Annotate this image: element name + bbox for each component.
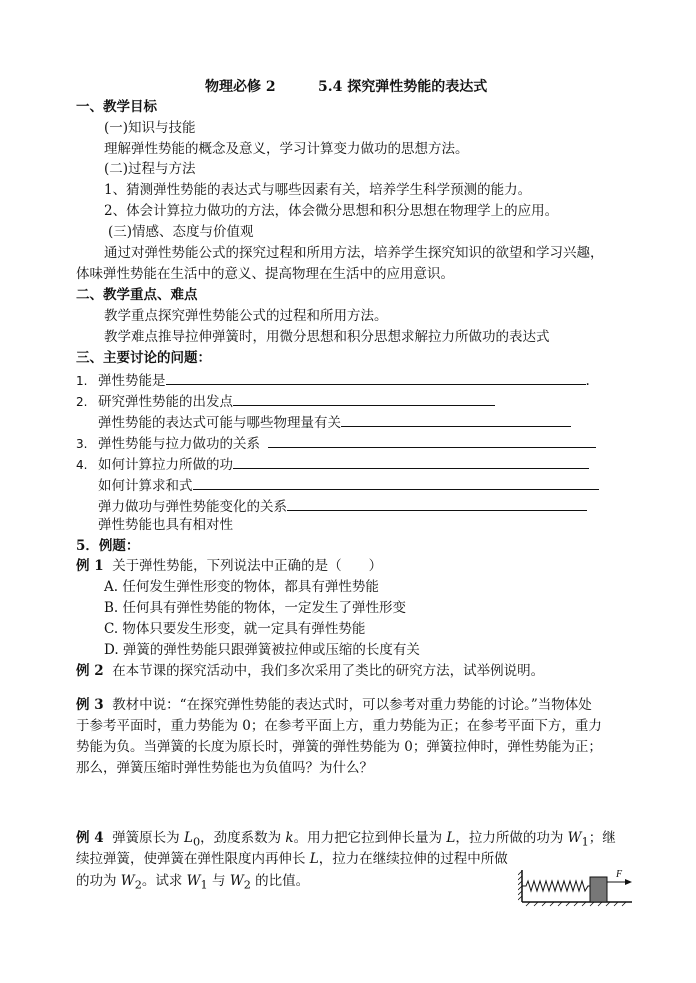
text-fragment: 。试求 bbox=[141, 873, 187, 889]
section3-heading: 三、主要讨论的问题： bbox=[76, 350, 211, 366]
block bbox=[590, 877, 607, 902]
section2-line1: 教学重点探究弹性势能公式的过程和所用方法。 bbox=[104, 308, 388, 324]
question-item-2b bbox=[98, 412, 571, 432]
text-fragment: ，拉力在继续拉伸的过程中所做 bbox=[318, 851, 508, 867]
math-sub: 2 bbox=[243, 878, 251, 892]
text-fragment: 的比值。 bbox=[250, 873, 310, 889]
question-item-4 bbox=[76, 454, 589, 474]
text-fragment: 。用力把它拉到伸长量为 bbox=[293, 830, 447, 846]
text-fragment: 与 bbox=[207, 873, 230, 889]
example-1 bbox=[76, 557, 382, 575]
example-label: 例 3 bbox=[76, 697, 104, 713]
math-var: L bbox=[446, 830, 456, 846]
page-title-right: 5.4 探究弹性势能的表达式 bbox=[318, 79, 488, 95]
math-var: W bbox=[120, 873, 135, 889]
section1-sub2-item2: 2、体会计算拉力做功的方法，体会微分思想和积分思想在物理学上的应用。 bbox=[104, 203, 559, 219]
example-4-line3 bbox=[76, 872, 309, 895]
option-d: D. 弹簧的弹性势能只跟弹簧被拉伸或压缩的长度有关 bbox=[104, 642, 420, 658]
answer-blank[interactable] bbox=[268, 433, 596, 448]
question-text: 弹力做功与弹性势能变化的关系 bbox=[98, 499, 287, 515]
question-number: 3. bbox=[76, 437, 88, 451]
math-var: W bbox=[186, 873, 201, 889]
section2-line2: 教学难点推导拉伸弹簧时，用微分思想和积分思想求解拉力所做功的表达式 bbox=[104, 329, 550, 345]
math-var: L bbox=[183, 830, 193, 846]
example-3-line4: 那么，弹簧压缩时弹性势能也为负值吗？为什么？ bbox=[76, 760, 373, 776]
example-text: 关于弹性势能，下列说法中正确的是（ ） bbox=[112, 558, 383, 574]
text-fragment: ，劲度系数为 bbox=[200, 830, 286, 846]
option-c: C. 物体只要发生形变，就一定具有弹性势能 bbox=[104, 621, 366, 637]
question-number: 4. bbox=[76, 458, 88, 472]
example-3-line3: 势能为负。当弹簧的长度为原长时，弹簧的弹性势能为 0；弹簧拉伸时，弹性势能为正； bbox=[76, 739, 602, 755]
section1-sub2-item1: 1、猜测弹性势能的表达式与哪些因素有关，培养学生科学预测的能力。 bbox=[104, 182, 532, 198]
question-end-mark: . bbox=[585, 373, 590, 389]
question-text: 弹性势能是 bbox=[98, 373, 166, 389]
question-item-4c bbox=[98, 496, 587, 516]
question-text: 弹性势能的表达式可能与哪些物理量有关 bbox=[98, 415, 341, 431]
example-2 bbox=[76, 662, 544, 680]
math-sub: 1 bbox=[200, 878, 208, 892]
section1-sub3-line1: 通过对弹性势能公式的探究过程和所用方法，培养学生探究知识的欲望和学习兴趣， bbox=[104, 245, 604, 261]
math-sub: 0 bbox=[192, 835, 201, 849]
text-fragment: ；继 bbox=[588, 830, 616, 846]
answer-blank[interactable] bbox=[287, 496, 587, 511]
example-4-line1 bbox=[76, 829, 616, 852]
answer-blank[interactable] bbox=[166, 370, 586, 385]
section5-heading: 5．例题： bbox=[76, 538, 140, 554]
page-title-left: 物理必修 2 bbox=[205, 79, 276, 95]
section1-sub2: (二)过程与方法 bbox=[104, 161, 196, 177]
math-var: k bbox=[285, 830, 294, 846]
answer-blank[interactable] bbox=[193, 475, 599, 490]
option-b: B. 任何具有弹性势能的物体，一定发生了弹性形变 bbox=[104, 600, 407, 616]
text-fragment: ，拉力所做的功为 bbox=[455, 830, 568, 846]
example-label: 例 1 bbox=[76, 558, 104, 574]
example-4-line2 bbox=[76, 850, 508, 868]
section1-sub1: (一)知识与技能 bbox=[104, 120, 196, 136]
math-var: W bbox=[229, 873, 244, 889]
question-text: 弹性势能与拉力做功的关系 bbox=[98, 436, 260, 452]
section1-sub3: (三)情感、态度与价值观 bbox=[108, 224, 254, 240]
example-3-line2: 于参考平面时，重力势能为 0；在参考平面上方，重力势能为正；在参考平面下方，重力 bbox=[76, 718, 602, 734]
text-fragment: 续拉弹簧，使弹簧在弹性限度内再伸长 bbox=[76, 851, 310, 867]
question-text: 弹性势能也具有相对性 bbox=[98, 517, 233, 533]
force-label: F bbox=[616, 869, 623, 880]
force-arrow-head bbox=[625, 879, 632, 885]
math-var: L bbox=[309, 851, 319, 867]
question-item-4b bbox=[98, 475, 599, 495]
math-sub: 2 bbox=[134, 878, 142, 892]
example-label: 例 2 bbox=[76, 663, 104, 679]
question-number: 2. bbox=[76, 395, 88, 409]
question-item-3 bbox=[76, 433, 596, 453]
section2-heading: 二、教学重点、难点 bbox=[76, 287, 198, 303]
option-a: A. 任何发生弹性形变的物体，都具有弹性势能 bbox=[104, 579, 379, 595]
example-label: 例 4 bbox=[76, 830, 104, 846]
spring-block-figure bbox=[518, 866, 636, 912]
math-var: W bbox=[567, 830, 582, 846]
example-3-line1 bbox=[76, 696, 592, 714]
text-fragment: 的功为 bbox=[76, 873, 121, 889]
question-number: 1. bbox=[76, 374, 88, 388]
question-text: 如何计算拉力所做的功 bbox=[98, 457, 233, 473]
question-text: 如何计算求和式 bbox=[98, 478, 193, 494]
example-text: 在本节课的探究活动中，我们多次采用了类比的研究方法，试举例说明。 bbox=[112, 663, 545, 679]
answer-blank[interactable] bbox=[233, 391, 495, 406]
section1-heading: 一、教学目标 bbox=[76, 99, 157, 115]
math-sub: 1 bbox=[581, 835, 589, 849]
spring bbox=[522, 881, 590, 891]
question-item-2 bbox=[76, 391, 495, 411]
text-fragment: 弹簧原长为 bbox=[112, 830, 184, 846]
wall bbox=[518, 870, 632, 906]
section1-sub3-line2: 体味弹性势能在生活中的意义、提高物理在生活中的应用意识。 bbox=[76, 266, 454, 282]
section1-sub1-text: 理解弹性势能的概念及意义，学习计算变力做功的思想方法。 bbox=[104, 141, 469, 157]
question-text: 研究弹性势能的出发点 bbox=[98, 394, 233, 410]
example-text: 教材中说：“在探究弹性势能的表达式时，可以参考对重力势能的讨论。”当物体处 bbox=[112, 697, 592, 713]
answer-blank[interactable] bbox=[233, 454, 589, 469]
question-item-4d bbox=[98, 516, 233, 534]
answer-blank[interactable] bbox=[341, 412, 571, 427]
question-item-1 bbox=[76, 370, 590, 390]
